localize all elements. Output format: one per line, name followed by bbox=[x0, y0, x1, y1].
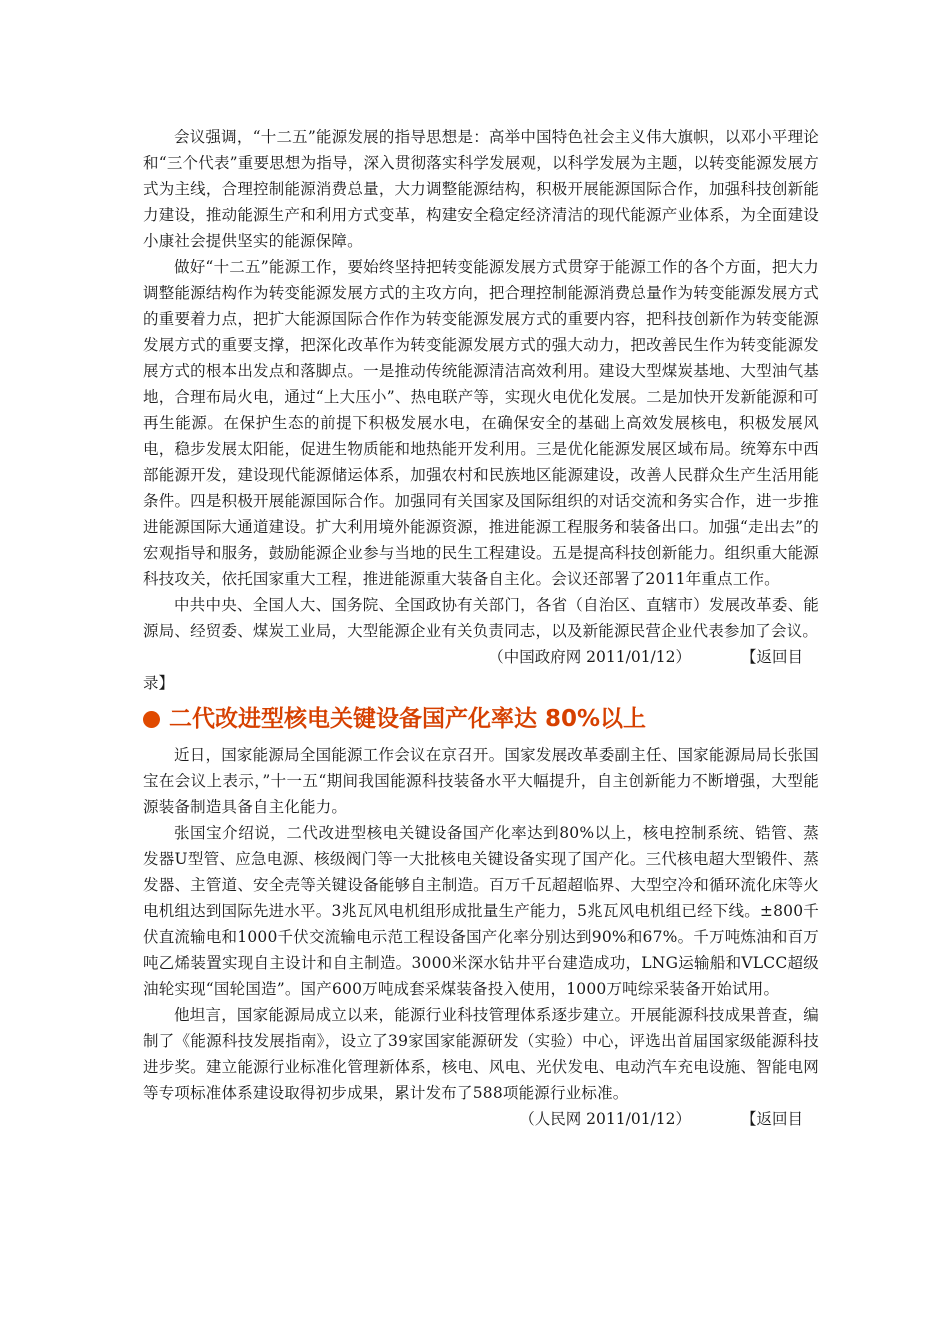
back-to-toc-link[interactable]: 【返回目 bbox=[741, 648, 804, 666]
paragraph-equipment-localization: 张国宝介绍说，二代改进型核电关键设备国产化率达到80%以上，核电控制系统、锆管、蒸发器U型管、应急电源、核级阀门等一大批核电关键设备实现了国产化。三代核电超大型锻件、蒸发器、主管道、安全壳等关键设备能够自主制造。百万千瓦超超临界、大型空冷和循环流化床等火电机组达到国际先进水平。3兆瓦风电机组形成批量生产能力，5兆瓦风电机组已经下线。±800千伏直流输电和1000千伏交流输电示范工程设备国产化率分别达到90%和67%。千万吨炼油和百万吨乙烯装置实现自主设计和自主制造。3000米深水钻井平台建造成功，LNG运输船和VLCC超级油轮实现“国轮国造”。国产600万吨成套采煤装备投入使用，1000万吨综采装备开始试用。 bbox=[143, 824, 819, 998]
back-to-toc-link[interactable]: 【返回目 bbox=[741, 1110, 804, 1128]
bullet-dot-icon bbox=[143, 711, 160, 728]
paragraph-guiding-ideology: 会议强调，“十二五”能源发展的指导思想是：高举中国特色社会主义伟大旗帜，以邓小平理论和“三个代表”重要思想为指导，深入贯彻落实科学发展观，以科学发展为主题，以转变能源发展方式为主线，合理控制能源消费总量，大力调整能源结构，积极开展能源国际合作，加强科技创新能力建设，推动能源生产和利用方式变革，构建安全稳定经济清洁的现代能源产业体系，为全面建设小康社会提供坚实的能源保障。 bbox=[143, 128, 819, 250]
paragraph-conference-intro: 近日，国家能源局全国能源工作会议在京召开。国家发展改革委副主任、国家能源局局长张国宝在会议上表示，”十一五“期间我国能源科技装备水平大幅提升，自主创新能力不断增强，大型能源装备制造具备自主化能力。 bbox=[143, 746, 819, 816]
article-content bbox=[143, 124, 819, 1132]
source-citation: （人民网 2011/01/12） bbox=[519, 1110, 691, 1128]
back-to-toc-link-continued[interactable]: 录】 bbox=[143, 674, 175, 692]
section-heading-text: 二代改进型核电关键设备国产化率达 80%以上 bbox=[169, 706, 647, 732]
source-line-1-continued bbox=[143, 670, 819, 696]
source-citation: （中国政府网 2011/01/12） bbox=[488, 648, 691, 666]
source-line-2 bbox=[143, 1106, 819, 1132]
paragraph-attendees: 中共中央、全国人大、国务院、全国政协有关部门，各省（自治区、直辖市）发展改革委、能源局、经贸委、煤炭工业局，大型能源企业有关负责同志，以及新能源民营企业代表参加了会议。 bbox=[143, 596, 819, 640]
paragraph-tech-management: 他坦言，国家能源局成立以来，能源行业科技管理体系逐步建立。开展能源科技成果普查，编制了《能源科技发展指南》，设立了39家国家能源研发（实验）中心，评选出首届国家级能源科技进步奖。建立能源行业标准化管理新体系，核电、风电、光伏发电、电动汽车充电设施、智能电网等专项标准体系建设取得初步成果，累计发布了588项能源行业标准。 bbox=[143, 1006, 819, 1102]
section-heading bbox=[143, 702, 819, 736]
paragraph-energy-work-tasks: 做好“十二五”能源工作，要始终坚持把转变能源发展方式贯穿于能源工作的各个方面，把大力调整能源结构作为转变能源发展方式的主攻方向，把合理控制能源消费总量作为转变能源发展方式的重要着力点，把扩大能源国际合作作为转变能源发展方式的重要内容，把科技创新作为转变能源发展方式的重要支撑，把深化改革作为转变能源发展方式的强大动力，把改善民生作为转变能源发展方式的根本出发点和落脚点。一是推动传统能源清洁高效利用。建设大型煤炭基地、大型油气基地，合理布局火电，通过“上大压小”、热电联产等，实现火电优化发展。二是加快开发新能源和可再生能源。在保护生态的前提下积极发展水电，在确保安全的基础上高效发展核电，积极发展风电，稳步发展太阳能，促进生物质能和地热能开发利用。三是优化能源发展区域布局。统筹东中西部能源开发，建设现代能源储运体系，加强农村和民族地区能源建设，改善人民群众生产生活用能条件。四是积极开展能源国际合作。加强同有关国家及国际组织的对话交流和务实合作，进一步推进能源国际大通道建设。扩大利用境外能源资源，推进能源工程服务和装备出口。加强“走出去”的宏观指导和服务，鼓励能源企业参与当地的民生工程建设。五是提高科技创新能力。组织重大能源科技攻关，依托国家重大工程，推进能源重大装备自主化。会议还部署了2011年重点工作。 bbox=[143, 258, 819, 588]
source-line-1 bbox=[143, 644, 819, 670]
